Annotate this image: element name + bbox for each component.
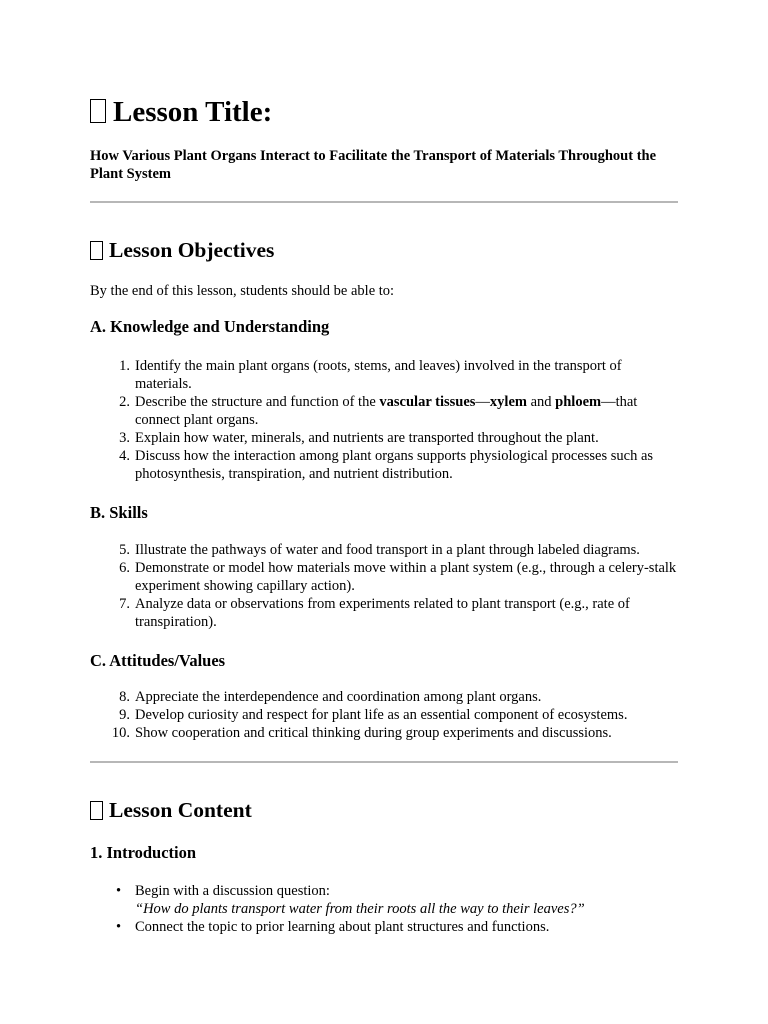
- objectives-heading-text: Lesson Objectives: [109, 238, 275, 262]
- list-item-text: Illustrate the pathways of water and food transport in a plant through labeled diagrams.: [135, 542, 640, 558]
- introduction-list: [90, 882, 678, 936]
- missing-glyph-icon: [90, 801, 103, 820]
- lesson-title-text: Lesson Title:: [113, 96, 273, 128]
- list-item-text: Show cooperation and critical thinking during group experiments and discussions.: [135, 725, 612, 741]
- list-number: 2.: [119, 394, 130, 410]
- list-item-text: Develop curiosity and respect for plant life as an essential component of ecosystems.: [135, 707, 628, 723]
- divider: [90, 761, 678, 763]
- skills-list: [90, 541, 678, 631]
- list-item-text-post: —that connect plant organs.: [135, 394, 638, 428]
- list-item: [90, 882, 678, 918]
- list-number: 7.: [119, 596, 130, 612]
- knowledge-heading: A. Knowledge and Understanding: [90, 317, 330, 336]
- list-item-text-dash: —: [475, 394, 490, 410]
- list-item: [90, 357, 678, 393]
- list-item: [90, 429, 678, 447]
- list-number: 5.: [119, 542, 130, 558]
- lesson-title: [90, 94, 678, 130]
- list-item: [90, 724, 678, 742]
- list-item: [90, 706, 678, 724]
- list-item: [90, 595, 678, 631]
- missing-glyph-icon: [90, 241, 103, 260]
- list-item-text: Appreciate the interdependence and coordination among plant organs.: [135, 689, 542, 705]
- list-number: 6.: [119, 560, 130, 576]
- list-item-text: Identify the main plant organs (roots, stems, and leaves) involved in the transport of materials.: [135, 358, 622, 392]
- term-phloem: phloem: [555, 394, 602, 410]
- term-vascular-tissues: vascular tissues: [379, 394, 476, 410]
- list-item: [90, 393, 678, 429]
- missing-glyph-icon: [90, 99, 106, 123]
- list-item-text: Analyze data or observations from experiments related to plant transport (e.g., rate of transpiration).: [135, 596, 630, 630]
- knowledge-list: [90, 357, 678, 483]
- content-heading-text: Lesson Content: [109, 798, 252, 822]
- introduction-heading: 1. Introduction: [90, 843, 197, 862]
- list-item-text: Demonstrate or model how materials move within a plant system (e.g., through a celery-stalk experiment showing capillary action).: [135, 560, 677, 594]
- objectives-heading: [90, 236, 678, 264]
- list-number: 8.: [119, 689, 130, 705]
- list-number: 1.: [119, 358, 130, 374]
- discussion-question: “How do plants transport water from their roots all the way to their leaves?”: [135, 901, 585, 917]
- list-item: [90, 918, 678, 936]
- list-item: [90, 447, 678, 483]
- list-number: 9.: [119, 707, 130, 723]
- list-number: 3.: [119, 430, 130, 446]
- list-item-text: Connect the topic to prior learning about plant structures and functions.: [135, 919, 550, 935]
- skills-heading: B. Skills: [90, 503, 148, 522]
- bullet-icon: •: [116, 883, 122, 899]
- bullet-icon: •: [116, 919, 122, 935]
- attitudes-heading: C. Attitudes/Values: [90, 651, 226, 670]
- list-item-text: Discuss how the interaction among plant organs supports physiological processes such as photosynthesis, transpiration, and nutrient distribution.: [135, 448, 654, 482]
- list-item: [90, 688, 678, 706]
- list-item-text-and: and: [526, 394, 556, 410]
- list-item: [90, 541, 678, 559]
- attitudes-list: [90, 688, 678, 742]
- content-heading: [90, 796, 678, 824]
- divider: [90, 201, 678, 203]
- list-item-text-pre: Describe the structure and function of the: [135, 394, 380, 410]
- objectives-intro: By the end of this lesson, students should be able to:: [90, 283, 395, 299]
- list-item: [90, 559, 678, 595]
- list-item-text: Begin with a discussion question:: [135, 883, 330, 899]
- lesson-subtitle: How Various Plant Organs Interact to Facilitate the Transport of Materials Throughout the Plant System: [90, 148, 657, 182]
- list-number: 10.: [111, 725, 130, 741]
- term-xylem: xylem: [489, 394, 527, 410]
- list-number: 4.: [119, 448, 130, 464]
- list-item-text: Explain how water, minerals, and nutrients are transported throughout the plant.: [135, 430, 599, 446]
